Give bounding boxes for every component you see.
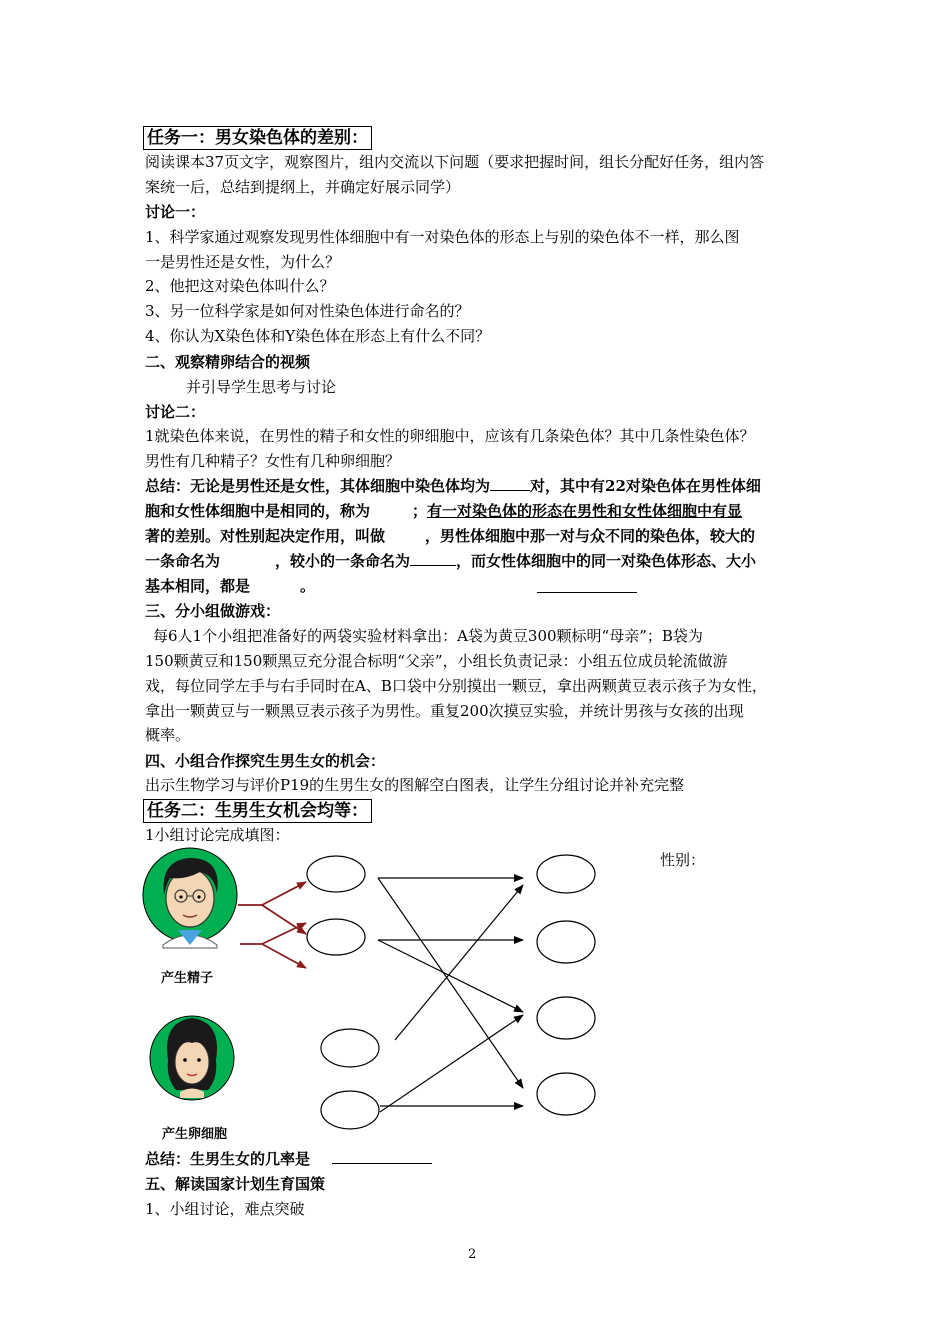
section4-title: 四、小组合作探究生男生女的机会：: [145, 752, 386, 770]
task1-heading: 任务一：男女染色体的差别：: [143, 126, 372, 150]
summary-text: ，男性体细胞中那一对与众不同的染色体，较大的: [425, 527, 756, 545]
summary-text: 基本相同，都是: [145, 577, 251, 595]
summary-text: 胞和女性体细胞中是相同的，称为: [145, 502, 371, 520]
task2-heading: 任务二：生男生女机会均等：: [143, 799, 372, 823]
section2-title: 二、观察精卵结合的视频: [145, 353, 311, 371]
egg-oval-2[interactable]: [321, 1091, 379, 1129]
section5-title: 五、解读国家计划生育国策: [145, 1175, 326, 1193]
probability-blank[interactable]: [332, 1149, 432, 1164]
discussion2-title: 讨论二：: [145, 403, 206, 421]
summary-text: 对，其中有22对染色体在男性体细: [530, 477, 761, 495]
question2: 2、他把这对染色体叫什么？: [145, 277, 335, 295]
sperm-oval-1[interactable]: [307, 856, 365, 892]
egg-oval-1[interactable]: [321, 1029, 379, 1067]
offspring-oval-1[interactable]: [537, 855, 595, 893]
game-line4: 拿出一颗黄豆与一颗黑豆表示孩子为男性。重复200次摸豆实验，并统计男孩与女孩的出现: [145, 702, 744, 720]
question3: 3、另一位科学家是如何对性染色体进行命名的？: [145, 302, 470, 320]
summary-text: 总结：无论是男性还是女性，其体细胞中染色体均为: [145, 477, 491, 495]
game-line5: 概率。: [145, 726, 191, 744]
question1-line1: 1、科学家通过观察发现男性体细胞中有一对染色体的形态上与别的染色体不一样，那么图: [145, 228, 740, 246]
summary-text: 有一对染色体的形态在男性和女性体细胞中有显: [427, 502, 743, 520]
sperm-label: 产生精子: [161, 971, 214, 986]
gender-label: 性别：: [660, 851, 706, 869]
summary-text: 著的差别。对性别起决定作用，叫做: [145, 527, 386, 545]
section5-item: 1、小组讨论，难点突破: [145, 1200, 305, 1218]
discussion2-line1: 1就染色体来说，在男性的精子和女性的卵细胞中，应该有几条染色体？其中几条性染色体？: [145, 427, 755, 445]
summary-text: 总结：生男生女的几率是: [145, 1150, 311, 1168]
question1-line2: 一是男性还是女性，为什么？: [145, 253, 341, 271]
summary-text: 一条命名为: [145, 552, 221, 570]
page-number: 2: [468, 1247, 477, 1262]
offspring-oval-4[interactable]: [537, 1073, 595, 1115]
section2-subtitle: 并引导学生思考与讨论: [186, 378, 337, 396]
task1-intro-line2: 案统一后，总结到提纲上，并确定好展示同学）: [145, 178, 461, 196]
game-line2: 150颗黄豆和150颗黑豆充分混合标明“父亲”，小组长负责记录：小组五位成员轮流做游: [145, 652, 728, 670]
egg-label: 产生卵细胞: [162, 1127, 228, 1142]
father-avatar: [143, 848, 237, 948]
discussion1-title: 讨论一：: [145, 203, 206, 221]
question4: 4、你认为X染色体和Y染色体在形态上有什么不同？: [145, 327, 491, 345]
sperm-oval-2[interactable]: [307, 919, 365, 955]
game-line1: 每6人1个小组把准备好的两袋实验材料拿出：A袋为黄豆300颗标明“母亲”；B袋为: [153, 627, 703, 645]
summary-text: 。: [300, 577, 316, 595]
mother-avatar: [150, 1016, 234, 1100]
offspring-oval-2[interactable]: [537, 921, 595, 963]
section4-text: 出示生物学习与评价P19的生男生女的图解空白图表，让学生分组讨论并补充完整: [145, 776, 685, 794]
section3-title: 三、分小组做游戏：: [145, 602, 281, 620]
summary-text: ，而女性体细胞中的同一对染色体形态、大小: [456, 552, 757, 570]
task2-summary: [145, 1149, 432, 1169]
task1-intro-line1: 阅读课本37页文字，观察图片，组内交流以下问题（要求把握时间，组长分配好任务，组内答: [145, 153, 765, 171]
discussion2-line2: 男性有几种精子？女性有几种卵细胞？: [145, 452, 401, 470]
summary-text: ；: [412, 502, 428, 520]
combination-arrows: [378, 878, 523, 1112]
game-line3: 戏，每位同学左手与右手同时在A、B口袋中分别摸出一颗豆，拿出两颗黄豆表示孩子为女性，: [145, 677, 767, 695]
sperm-arrows: [238, 882, 306, 968]
summary-text: ，较小的一条命名为: [275, 552, 411, 570]
offspring-oval-3[interactable]: [537, 997, 595, 1039]
fill-prompt: 1小组讨论完成填图：: [145, 826, 290, 844]
